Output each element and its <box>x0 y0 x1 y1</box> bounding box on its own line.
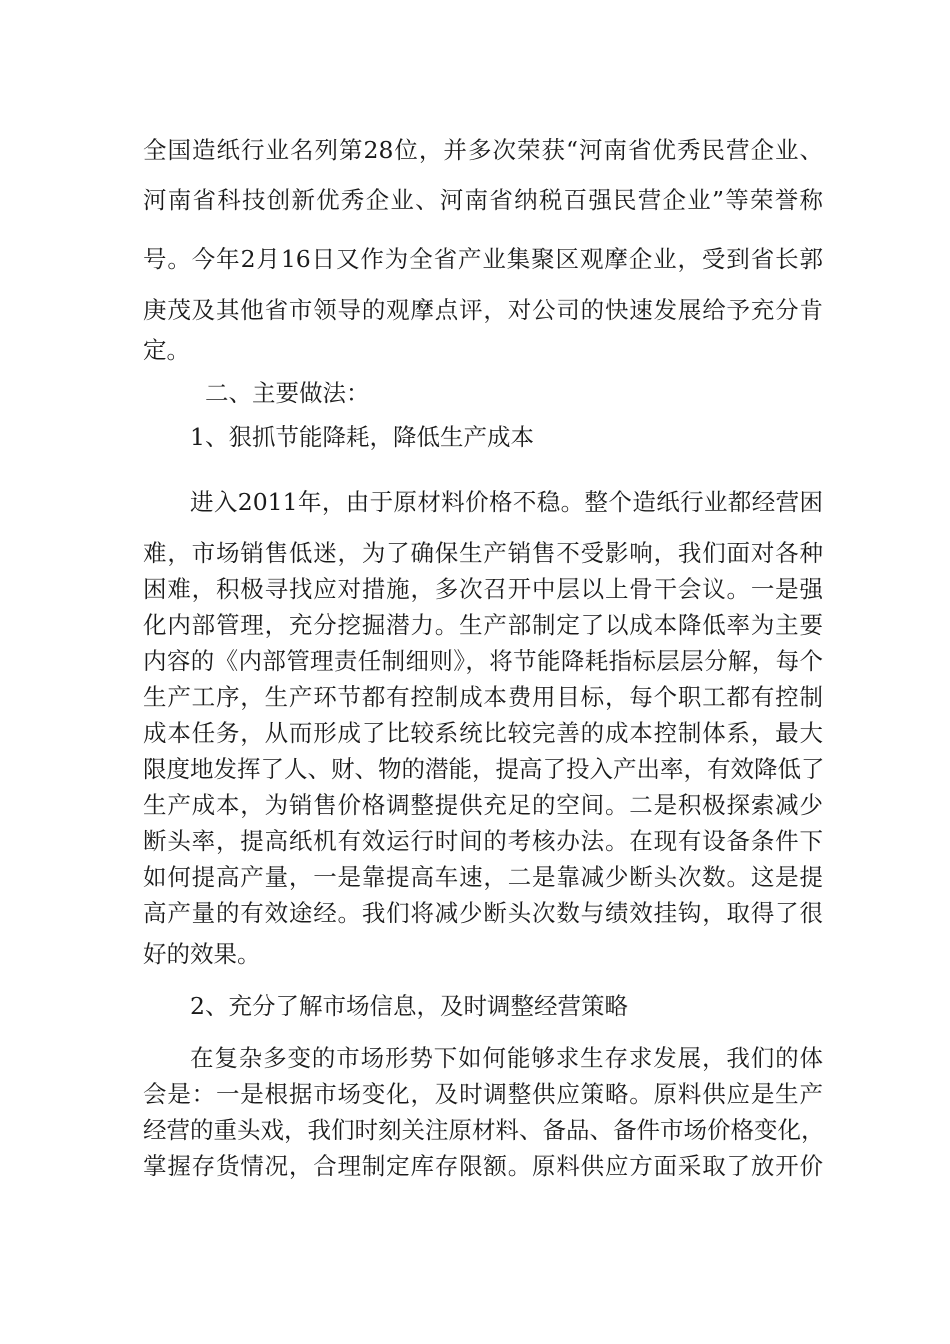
paragraph-2-line-1: 进入2011年，由于原材料价格不稳。整个造纸行业都经营困 <box>190 488 823 516</box>
paragraph-1-line-5: 定。 <box>143 336 190 364</box>
paragraph-3-line-2: 会是：一是根据市场变化，及时调整供应策略。原料供应是生产 <box>143 1080 823 1108</box>
paragraph-2-line-6: 生产工序，生产环节都有控制成本费用目标，每个职工都有控制 <box>143 683 823 711</box>
paragraph-1-line-4: 庚茂及其他省市领导的观摩点评，对公司的快速发展给予充分肯 <box>143 296 823 324</box>
paragraph-2-line-3: 困难，积极寻找应对措施，多次召开中层以上骨干会议。一是强 <box>143 575 823 603</box>
paragraph-2-line-12: 高产量的有效途经。我们将减少断头次数与绩效挂钩，取得了很 <box>143 899 823 927</box>
section-heading: 二、主要做法： <box>205 379 370 407</box>
paragraph-2-line-2: 难，市场销售低迷，为了确保生产销售不受影响，我们面对各种 <box>143 539 823 567</box>
paragraph-2-line-8: 限度地发挥了人、财、物的潜能，提高了投入产出率，有效降低了 <box>143 755 825 783</box>
paragraph-1-line-3: 号。今年2月16日又作为全省产业集聚区观摩企业，受到省长郭 <box>143 245 823 273</box>
subheading-1: 1、狠抓节能降耗，降低生产成本 <box>190 423 534 451</box>
paragraph-3-line-1: 在复杂多变的市场形势下如何能够求生存求发展，我们的体 <box>190 1044 823 1072</box>
paragraph-2-line-11: 如何提高产量，一是靠提高车速，二是靠减少断头次数。这是提 <box>143 863 823 891</box>
paragraph-2-line-5: 内容的《内部管理责任制细则》，将节能降耗指标层层分解，每个 <box>143 647 823 675</box>
paragraph-1-line-2: 河南省科技创新优秀企业、河南省纳税百强民营企业”等荣誉称 <box>143 186 823 214</box>
paragraph-3-line-3: 经营的重头戏，我们时刻关注原材料、备品、备件市场价格变化， <box>143 1116 825 1144</box>
paragraph-2-line-4: 化内部管理，充分挖掘潜力。生产部制定了以成本降低率为主要 <box>143 611 823 639</box>
subheading-2: 2、充分了解市场信息，及时调整经营策略 <box>190 992 628 1020</box>
paragraph-2-line-9: 生产成本，为销售价格调整提供充足的空间。二是积极探索减少 <box>143 791 823 819</box>
paragraph-2-line-10: 断头率，提高纸机有效运行时间的考核办法。在现有设备条件下 <box>143 827 823 855</box>
paragraph-2-line-13: 好的效果。 <box>143 940 261 968</box>
paragraph-1-line-1: 全国造纸行业名列第28位，并多次荣获“河南省优秀民营企业、 <box>143 136 823 164</box>
paragraph-3-line-4: 掌握存货情况，合理制定库存限额。原料供应方面采取了放开价 <box>143 1152 823 1180</box>
paragraph-2-line-7: 成本任务，从而形成了比较系统比较完善的成本控制体系，最大 <box>143 719 823 747</box>
